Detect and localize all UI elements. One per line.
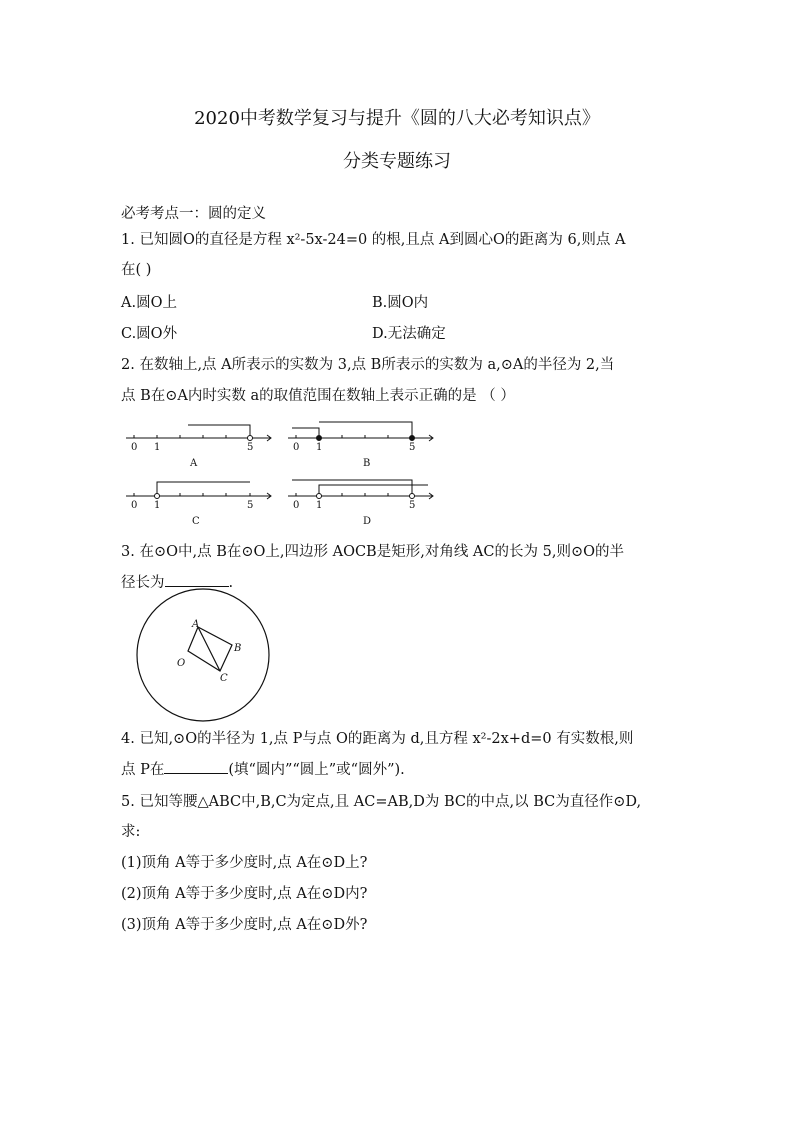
q4-line2-prefix: 点 P在 xyxy=(121,762,165,778)
tick-1: 1 xyxy=(316,442,323,453)
tick-1: 1 xyxy=(316,500,323,511)
q3-line2-prefix: 径长为 xyxy=(121,575,165,591)
figure-label-c: C xyxy=(192,516,200,527)
q5-line2: 求: xyxy=(121,824,141,840)
section-heading: 必考考点一：圆的定义 xyxy=(121,206,266,222)
number-line-figure-c xyxy=(126,478,276,533)
q5-line1: 5. 已知等腰△ABC中,B,C为定点,且 AC=AB,D为 BC的中点,以 BC为直径作⊙D, xyxy=(121,794,642,810)
figure-label-b: B xyxy=(363,458,371,469)
number-line-figure-d xyxy=(288,478,438,533)
circle-rectangle-figure xyxy=(132,605,262,705)
q4-line2 xyxy=(121,758,405,779)
label-c: C xyxy=(220,673,228,684)
tick-5: 5 xyxy=(409,442,416,453)
tick-0: 0 xyxy=(131,500,138,511)
tick-0: 0 xyxy=(293,442,300,453)
tick-5: 5 xyxy=(409,500,416,511)
tick-0: 0 xyxy=(293,500,300,511)
tick-0: 0 xyxy=(131,442,138,453)
label-o: O xyxy=(177,658,186,669)
number-line-figure-a xyxy=(126,420,276,475)
document-subtitle: 分类专题练习 xyxy=(343,151,451,172)
q3-line2-suffix: . xyxy=(228,575,234,591)
q2-line2: 点 B在⊙A内时实数 a的取值范围在数轴上表示正确的是 （ ） xyxy=(121,388,515,404)
q1-option-b: B.圆O内 xyxy=(372,295,429,311)
q1-option-a: A.圆O上 xyxy=(121,295,177,311)
q5-sub1: (1)顶角 A等于多少度时,点 A在⊙D上? xyxy=(121,855,368,871)
q4-line2-suffix: (填“圆内”“圆上”或“圆外”). xyxy=(228,762,405,778)
figure-label-a: A xyxy=(190,458,198,469)
answer-blank xyxy=(165,585,229,587)
q3-line2 xyxy=(121,571,233,592)
answer-blank xyxy=(164,772,228,774)
tick-5: 5 xyxy=(247,500,254,511)
q3-line1: 3. 在⊙O中,点 B在⊙O上,四边形 AOCB是矩形,对角线 AC的长为 5,则⊙O的半 xyxy=(121,544,624,560)
q1-line2: 在( ) xyxy=(121,262,152,278)
q4-line1: 4. 已知,⊙O的半径为 1,点 P与点 O的距离为 d,且方程 x²-2x+d=0 有实数根,则 xyxy=(121,731,634,747)
q2-line1: 2. 在数轴上,点 A所表示的实数为 3,点 B所表示的实数为 a,⊙A的半径为 2,当 xyxy=(121,357,615,373)
number-line-figure-b xyxy=(288,420,438,475)
tick-5: 5 xyxy=(247,442,254,453)
figure-label-d: D xyxy=(363,516,372,527)
label-a: A xyxy=(192,619,200,630)
tick-1: 1 xyxy=(154,500,161,511)
q5-sub3: (3)顶角 A等于多少度时,点 A在⊙D外? xyxy=(121,917,368,933)
label-b: B xyxy=(234,643,242,654)
tick-1: 1 xyxy=(154,442,161,453)
q5-sub2: (2)顶角 A等于多少度时,点 A在⊙D内? xyxy=(121,886,368,902)
q1-line1: 1. 已知圆O的直径是方程 x²-5x-24=0 的根,且点 A到圆心O的距离为 6,则点 A xyxy=(121,232,626,248)
q1-option-d: D.无法确定 xyxy=(372,326,446,342)
q1-option-c: C.圆O外 xyxy=(121,326,178,342)
document-title: 2020中考数学复习与提升《圆的八大必考知识点》 xyxy=(194,108,600,129)
